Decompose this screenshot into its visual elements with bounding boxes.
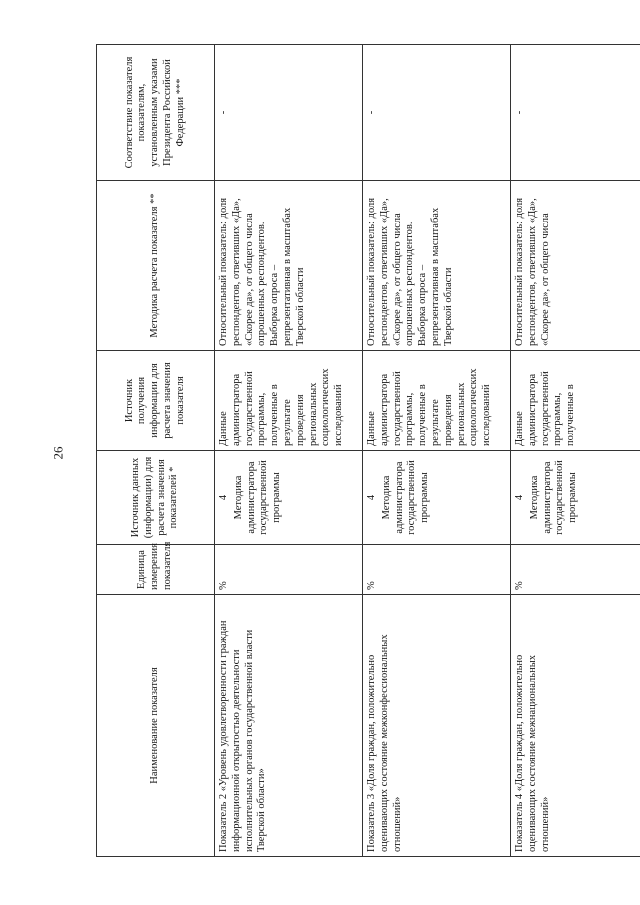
header-name: Наименование показателя [97, 595, 215, 857]
data-source-number: 4 [514, 494, 525, 501]
method-cell: Относительный показатель: доля респондентов, ответивших «Да», «Скорее да», от общего числа опрошенных респондентов. Выборка опроса – репрезентативная в масштабах Тверской области [215, 181, 363, 351]
compliance-cell: - [511, 45, 640, 181]
table-header-row [97, 45, 215, 857]
indicator-name: Показатель 2 «Уровень удовлетворенности граждан информационной открытостью деятельности исполнительных органов государственной власти Тверской области» [215, 595, 363, 857]
data-source-number: 4 [366, 494, 377, 501]
header-method: Методика расчета показателя ** [97, 181, 215, 351]
table-row [363, 45, 511, 857]
header-data-source: Источник данных (информации) для расчета значения показателей * [97, 451, 215, 545]
compliance-cell: - [363, 45, 511, 181]
indicator-unit: % [511, 545, 640, 595]
value-source-cell: Данные администратора государственной программы, полученные в результате проведения региональных социологических исследований [215, 351, 363, 451]
value-source-cell: Данные администратора государственной программы, полученные в результате проведения региональных социологических исследований [363, 351, 511, 451]
data-source-cell [215, 451, 363, 545]
value-source-cell: Данные администратора государственной программы, полученные в [511, 351, 640, 451]
method-cell: Относительный показатель: доля респондентов, ответивших «Да», «Скорее да», от общего числа [511, 181, 640, 351]
data-source-cell [363, 451, 511, 545]
header-compliance: Соответствие показателя показателям, установленным указами Президента Российской Федерации *** [97, 45, 215, 181]
indicator-name: Показатель 3 «Доля граждан, положительно оценивающих состояние межконфессиональных отношений» [363, 595, 511, 857]
data-source-text: Методика администратора государственной программы [528, 460, 579, 535]
method-cell: Относительный показатель: доля респондентов, ответивших «Да», «Скорее да», от общего числа опрошенных респондентов. Выборка опроса – репрезентативная в масштабах Тверской области [363, 181, 511, 351]
header-value-source: Источник получения информации для расчета значения показателя [97, 351, 215, 451]
compliance-cell: - [215, 45, 363, 181]
data-source-cell [511, 451, 640, 545]
indicator-name: Показатель 4 «Доля граждан, положительно оценивающих состояние межнациональных отношений» [511, 595, 640, 857]
table-row [215, 45, 363, 857]
table-row [511, 45, 640, 857]
indicator-unit: % [215, 545, 363, 595]
data-source-text: Методика администратора государственной программы [232, 460, 283, 535]
rotated-table-container [96, 45, 579, 857]
data-source-text: Методика администратора государственной программы [380, 460, 431, 535]
page-number: 26 [50, 446, 66, 460]
data-source-number: 4 [218, 494, 229, 501]
header-unit: Единица измерения показателя [97, 545, 215, 595]
indicators-table [96, 44, 640, 857]
indicator-unit: % [363, 545, 511, 595]
